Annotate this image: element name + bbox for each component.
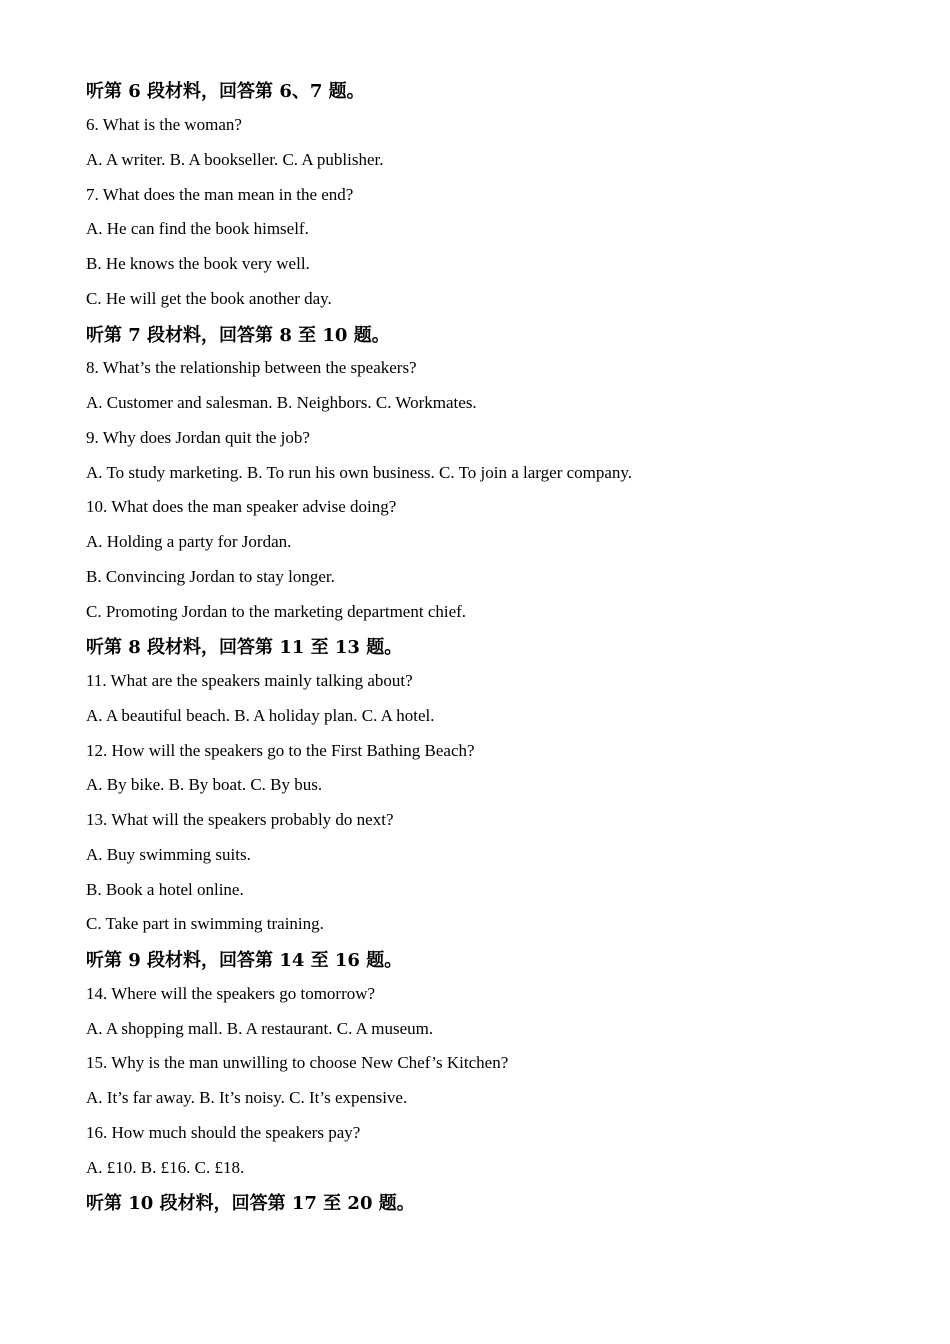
option-7c: C. He will get the book another day. — [86, 288, 332, 308]
section-heading-6: 听第 6 段材料，回答第 6、7 题。 — [86, 81, 365, 103]
option-10a: A. Holding a party for Jordan. — [86, 532, 292, 552]
question-14: 14. Where will the speakers go tomorrow? — [86, 983, 376, 1003]
options-6: A. A writer. B. A bookseller. C. A publisher. — [86, 149, 384, 169]
question-7: 7. What does the man mean in the end? — [86, 184, 354, 204]
question-10: 10. What does the man speaker advise doing? — [86, 497, 397, 517]
options-15: A. It’s far away. B. It’s noisy. C. It’s expensive. — [86, 1088, 408, 1108]
question-8: 8. What’s the relationship between the speakers? — [86, 358, 417, 378]
options-9: A. To study marketing. B. To run his own business. C. To join a larger company. — [86, 462, 633, 482]
question-6: 6. What is the woman? — [86, 115, 242, 135]
options-14: A. A shopping mall. B. A restaurant. C. A museum. — [86, 1018, 434, 1038]
question-9: 9. Why does Jordan quit the job? — [86, 427, 310, 447]
question-15: 15. Why is the man unwilling to choose New Chef’s Kitchen? — [86, 1053, 509, 1073]
options-8: A. Customer and salesman. B. Neighbors. C. Workmates. — [86, 393, 477, 413]
option-7b: B. He knows the book very well. — [86, 254, 310, 274]
question-13: 13. What will the speakers probably do next? — [86, 810, 394, 830]
options-16: A. £10. B. £16. C. £18. — [86, 1157, 245, 1177]
option-10b: B. Convincing Jordan to stay longer. — [86, 566, 335, 586]
document-body — [86, 73, 906, 1220]
option-13c: C. Take part in swimming training. — [86, 914, 324, 934]
section-heading-8: 听第 8 段材料，回答第 11 至 13 题。 — [86, 637, 403, 659]
section-heading-10: 听第 10 段材料，回答第 17 至 20 题。 — [86, 1193, 415, 1215]
option-10c: C. Promoting Jordan to the marketing department chief. — [86, 601, 467, 621]
question-11: 11. What are the speakers mainly talking about? — [86, 671, 413, 691]
question-16: 16. How much should the speakers pay? — [86, 1122, 361, 1142]
options-12: A. By bike. B. By boat. C. By bus. — [86, 775, 323, 795]
option-13b: B. Book a hotel online. — [86, 879, 244, 899]
section-heading-9: 听第 9 段材料，回答第 14 至 16 题。 — [86, 950, 403, 972]
question-12: 12. How will the speakers go to the First Bathing Beach? — [86, 740, 475, 760]
option-13a: A. Buy swimming suits. — [86, 844, 251, 864]
options-11: A. A beautiful beach. B. A holiday plan. C. A hotel. — [86, 705, 435, 725]
section-heading-7: 听第 7 段材料，回答第 8 至 10 题。 — [86, 324, 390, 346]
option-7a: A. He can find the book himself. — [86, 219, 309, 239]
